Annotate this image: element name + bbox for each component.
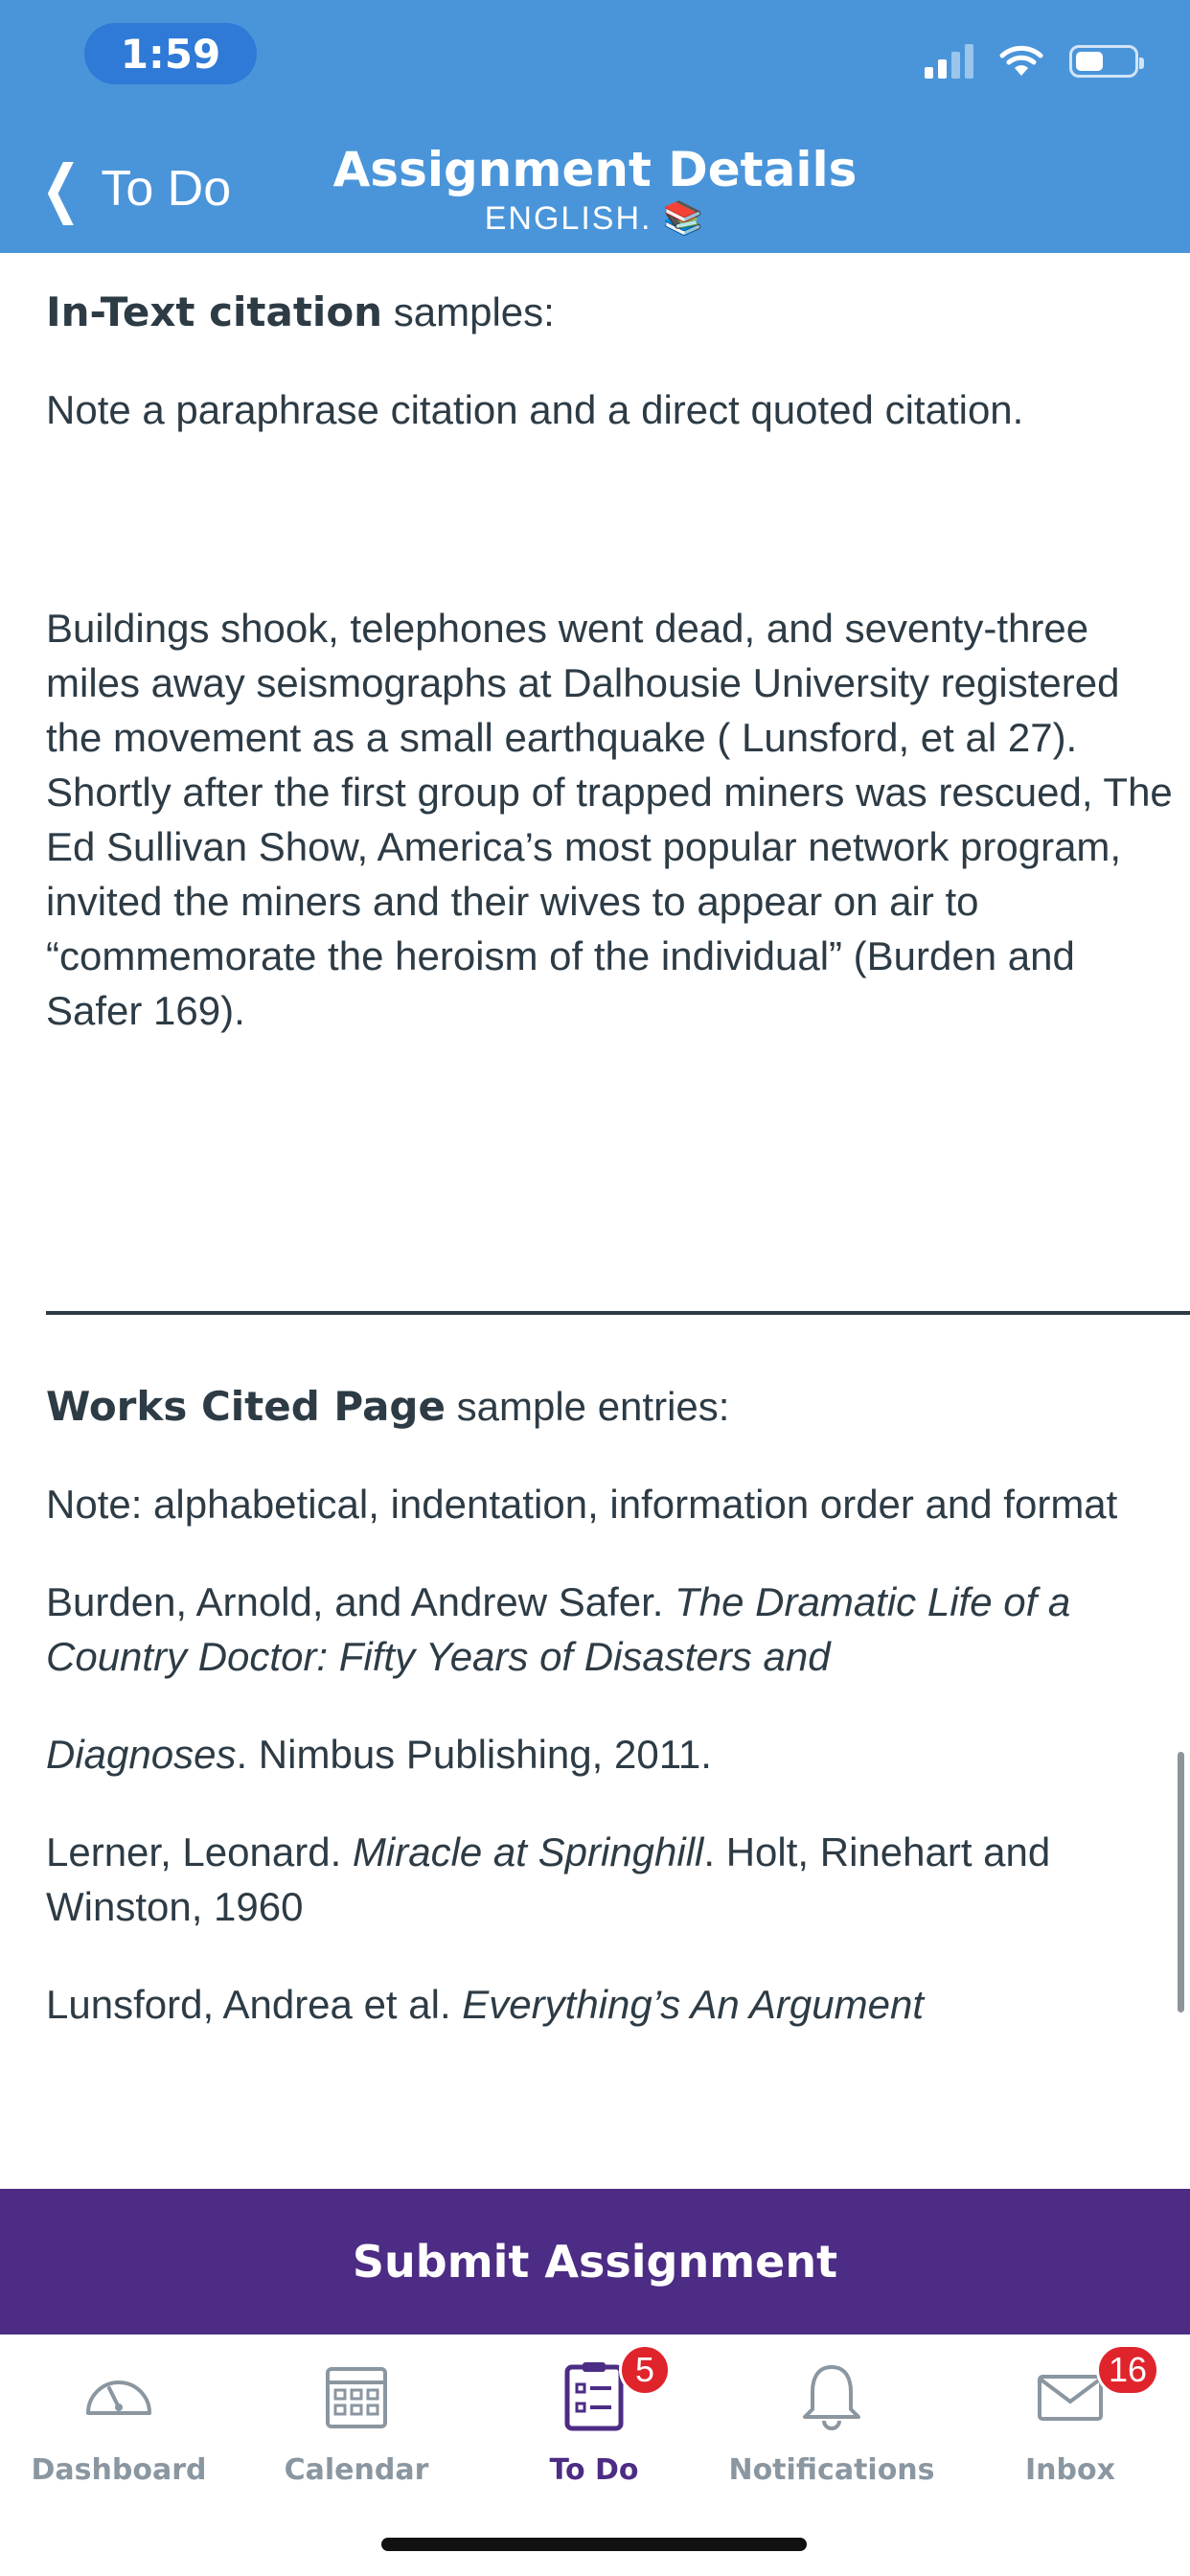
back-label: To Do	[101, 161, 232, 217]
chevron-left-icon: ❮	[40, 151, 81, 225]
assignment-description	[46, 253, 1177, 2032]
works-cited-entry: Burden, Arnold, and Andrew Safer. The Dramatic Life of a Country Doctor: Fifty Years of Disasters and	[46, 1579, 1071, 1679]
works-cited-entry: Lunsford, Andrea et al. Everything’s An Argument	[46, 1982, 924, 2027]
submit-assignment-button[interactable]: Submit Assignment	[0, 2189, 1190, 2334]
dashboard-icon	[80, 2358, 157, 2434]
header-title-block	[0, 140, 1190, 238]
divider-line	[46, 1311, 1190, 1315]
battery-icon	[1069, 45, 1138, 78]
inbox-count-badge: 16	[1096, 2344, 1159, 2396]
tab-calendar[interactable]: Calendar	[238, 2334, 475, 2507]
sample-paragraph: Buildings shook, telephones went dead, and seventy-three miles away seismographs at Dalhousie University registered the movement as a small earthquake ( Lunsford, et al 27). Shortly after the first group of trapped miners was rescued, The Ed Sullivan Show, America’s most popular network program, invited the miners and their wives to appear on air to “commemorate the heroism of the individual” (Burden and Safer 169).	[46, 606, 1173, 1033]
calendar-icon	[318, 2358, 395, 2434]
tab-notifications[interactable]: Notifications	[713, 2334, 950, 2507]
page-title: Assignment Details	[332, 142, 858, 197]
wifi-icon	[998, 44, 1044, 79]
works-cited-entry-cont: Diagnoses. Nimbus Publishing, 2011.	[46, 1732, 712, 1777]
status-icons	[925, 42, 1138, 80]
scrollbar[interactable]	[1178, 1752, 1184, 2012]
cellular-signal-icon	[925, 44, 973, 79]
works-cited-heading: Works Cited Page sample entries:	[46, 1383, 730, 1430]
tab-inbox[interactable]: 16 Inbox	[950, 2334, 1190, 2507]
bell-icon	[793, 2358, 870, 2434]
works-cited-note: Note: alphabetical, indentation, information order and format	[46, 1482, 1118, 1527]
tab-dashboard[interactable]: Dashboard	[0, 2334, 238, 2507]
todo-count-badge: 5	[619, 2344, 671, 2396]
works-cited-entry: Lerner, Leonard. Miracle at Springhill. Holt, Rinehart and Winston, 1960	[46, 1829, 1051, 1929]
tab-todo[interactable]: 5 To Do	[475, 2334, 713, 2507]
intext-note: Note a paraphrase citation and a direct quoted citation.	[46, 387, 1024, 432]
home-indicator	[381, 2538, 807, 2551]
status-time: 1:59	[84, 23, 257, 84]
app-header	[0, 0, 1190, 253]
course-subtitle: ENGLISH. 📚	[484, 200, 706, 237]
intext-heading: In-Text citation samples:	[46, 288, 555, 335]
